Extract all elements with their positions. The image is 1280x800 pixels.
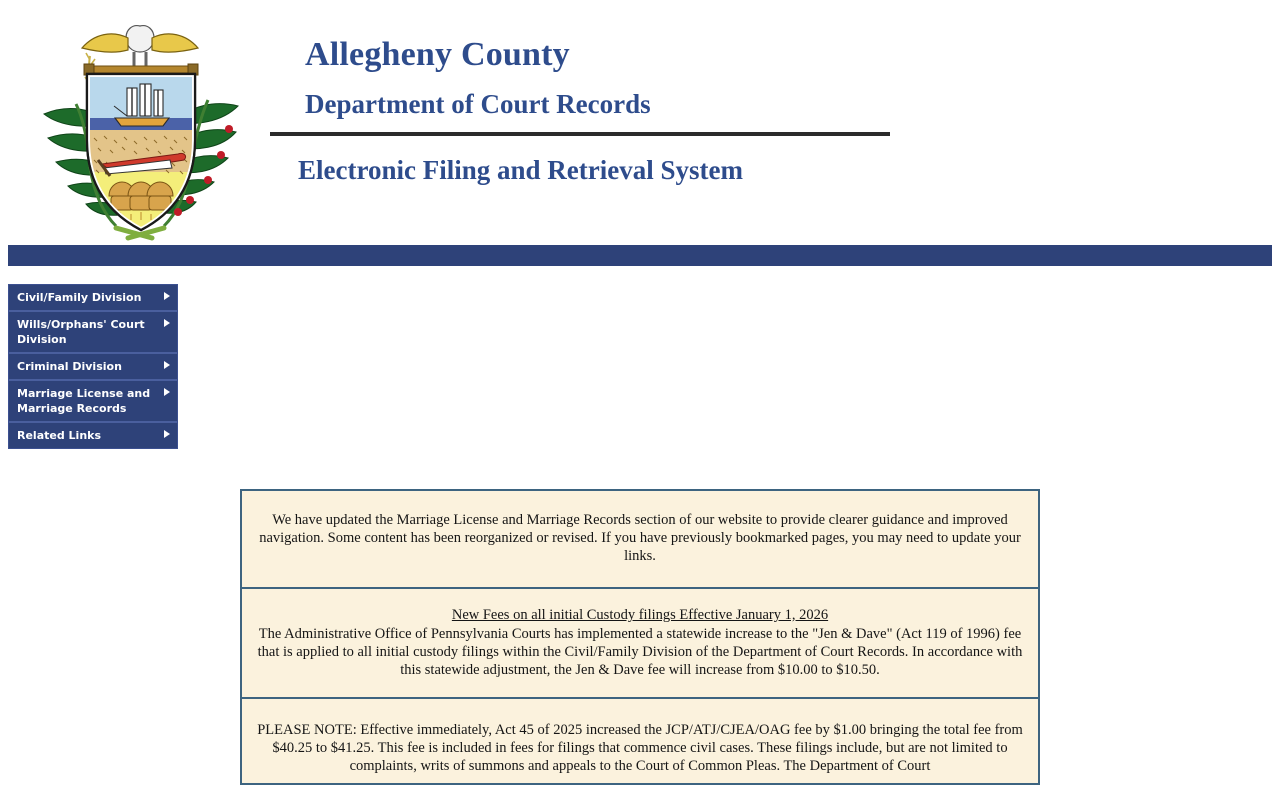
sidebar-nav (8, 284, 178, 449)
notice-body: PLEASE NOTE: Effective immediately, Act 45 of 2025 increased the JCP/ATJ/CJEA/OAG fee by $1.00 bringing the total fee from $40.25 to $41.25. This fee is included in fees for filings that commence civil cases. These filings include, but are not limited to complaints, writs of summons and appeals to the Court of Common Pleas. The Department of Court (257, 722, 1023, 774)
sidebar-item-wills-orphans-court-division[interactable] (9, 312, 177, 354)
sidebar-item-criminal-division[interactable] (9, 354, 177, 381)
chevron-right-icon (164, 430, 170, 438)
chevron-right-icon (164, 292, 170, 300)
sidebar-item-label: Wills/Orphans' Court Division (17, 318, 145, 346)
sidebar-item-marriage-license-and-marriage-records[interactable] (9, 381, 177, 423)
header-title-block (270, 34, 910, 190)
notice-body: The Administrative Office of Pennsylvania Courts has implemented a statewide increase to the "Jen & Dave" (Act 119 of 1996) fee that is applied to all initial custody filings within the Civil/Family Division of the Department of Court Records. In accordance with this statewide adjustment, the Jen & Dave fee will increase from $10.00 to $10.50. (257, 626, 1023, 678)
sidebar-item-label: Related Links (17, 429, 102, 442)
chevron-right-icon (164, 361, 170, 369)
sidebar-item-label: Criminal Division (17, 360, 122, 373)
sidebar-item-label: Civil/Family Division (17, 291, 142, 304)
notice-panel-group (240, 489, 1040, 785)
sidebar-item-civil-family-division[interactable] (9, 285, 177, 312)
notice-panel (242, 589, 1038, 699)
notice-body: We have updated the Marriage License and Marriage Records section of our website to provide clearer guidance and improved navigation. Some content has been reorganized or revised. If you have previously bookmarked pages, you may need to update your links. (259, 512, 1021, 564)
sidebar-item-related-links[interactable] (9, 423, 177, 448)
header-subtitle: Department of Court Records (305, 89, 651, 119)
notice-panel (242, 699, 1038, 783)
header-system-name: Electronic Filing and Retrieval System (298, 155, 743, 185)
chevron-right-icon (164, 388, 170, 396)
notice-panel (242, 491, 1038, 589)
header-divider (270, 132, 890, 136)
header-accent-band (8, 245, 1272, 266)
notice-heading: New Fees on all initial Custody filings Effective January 1, 2026 (451, 607, 829, 623)
page-header (0, 0, 1280, 245)
allegheny-county-coat-of-arms-icon (32, 8, 250, 242)
chevron-right-icon (164, 319, 170, 327)
sidebar-item-label: Marriage License and Marriage Records (17, 387, 151, 415)
page-title: Allegheny County (305, 36, 570, 73)
